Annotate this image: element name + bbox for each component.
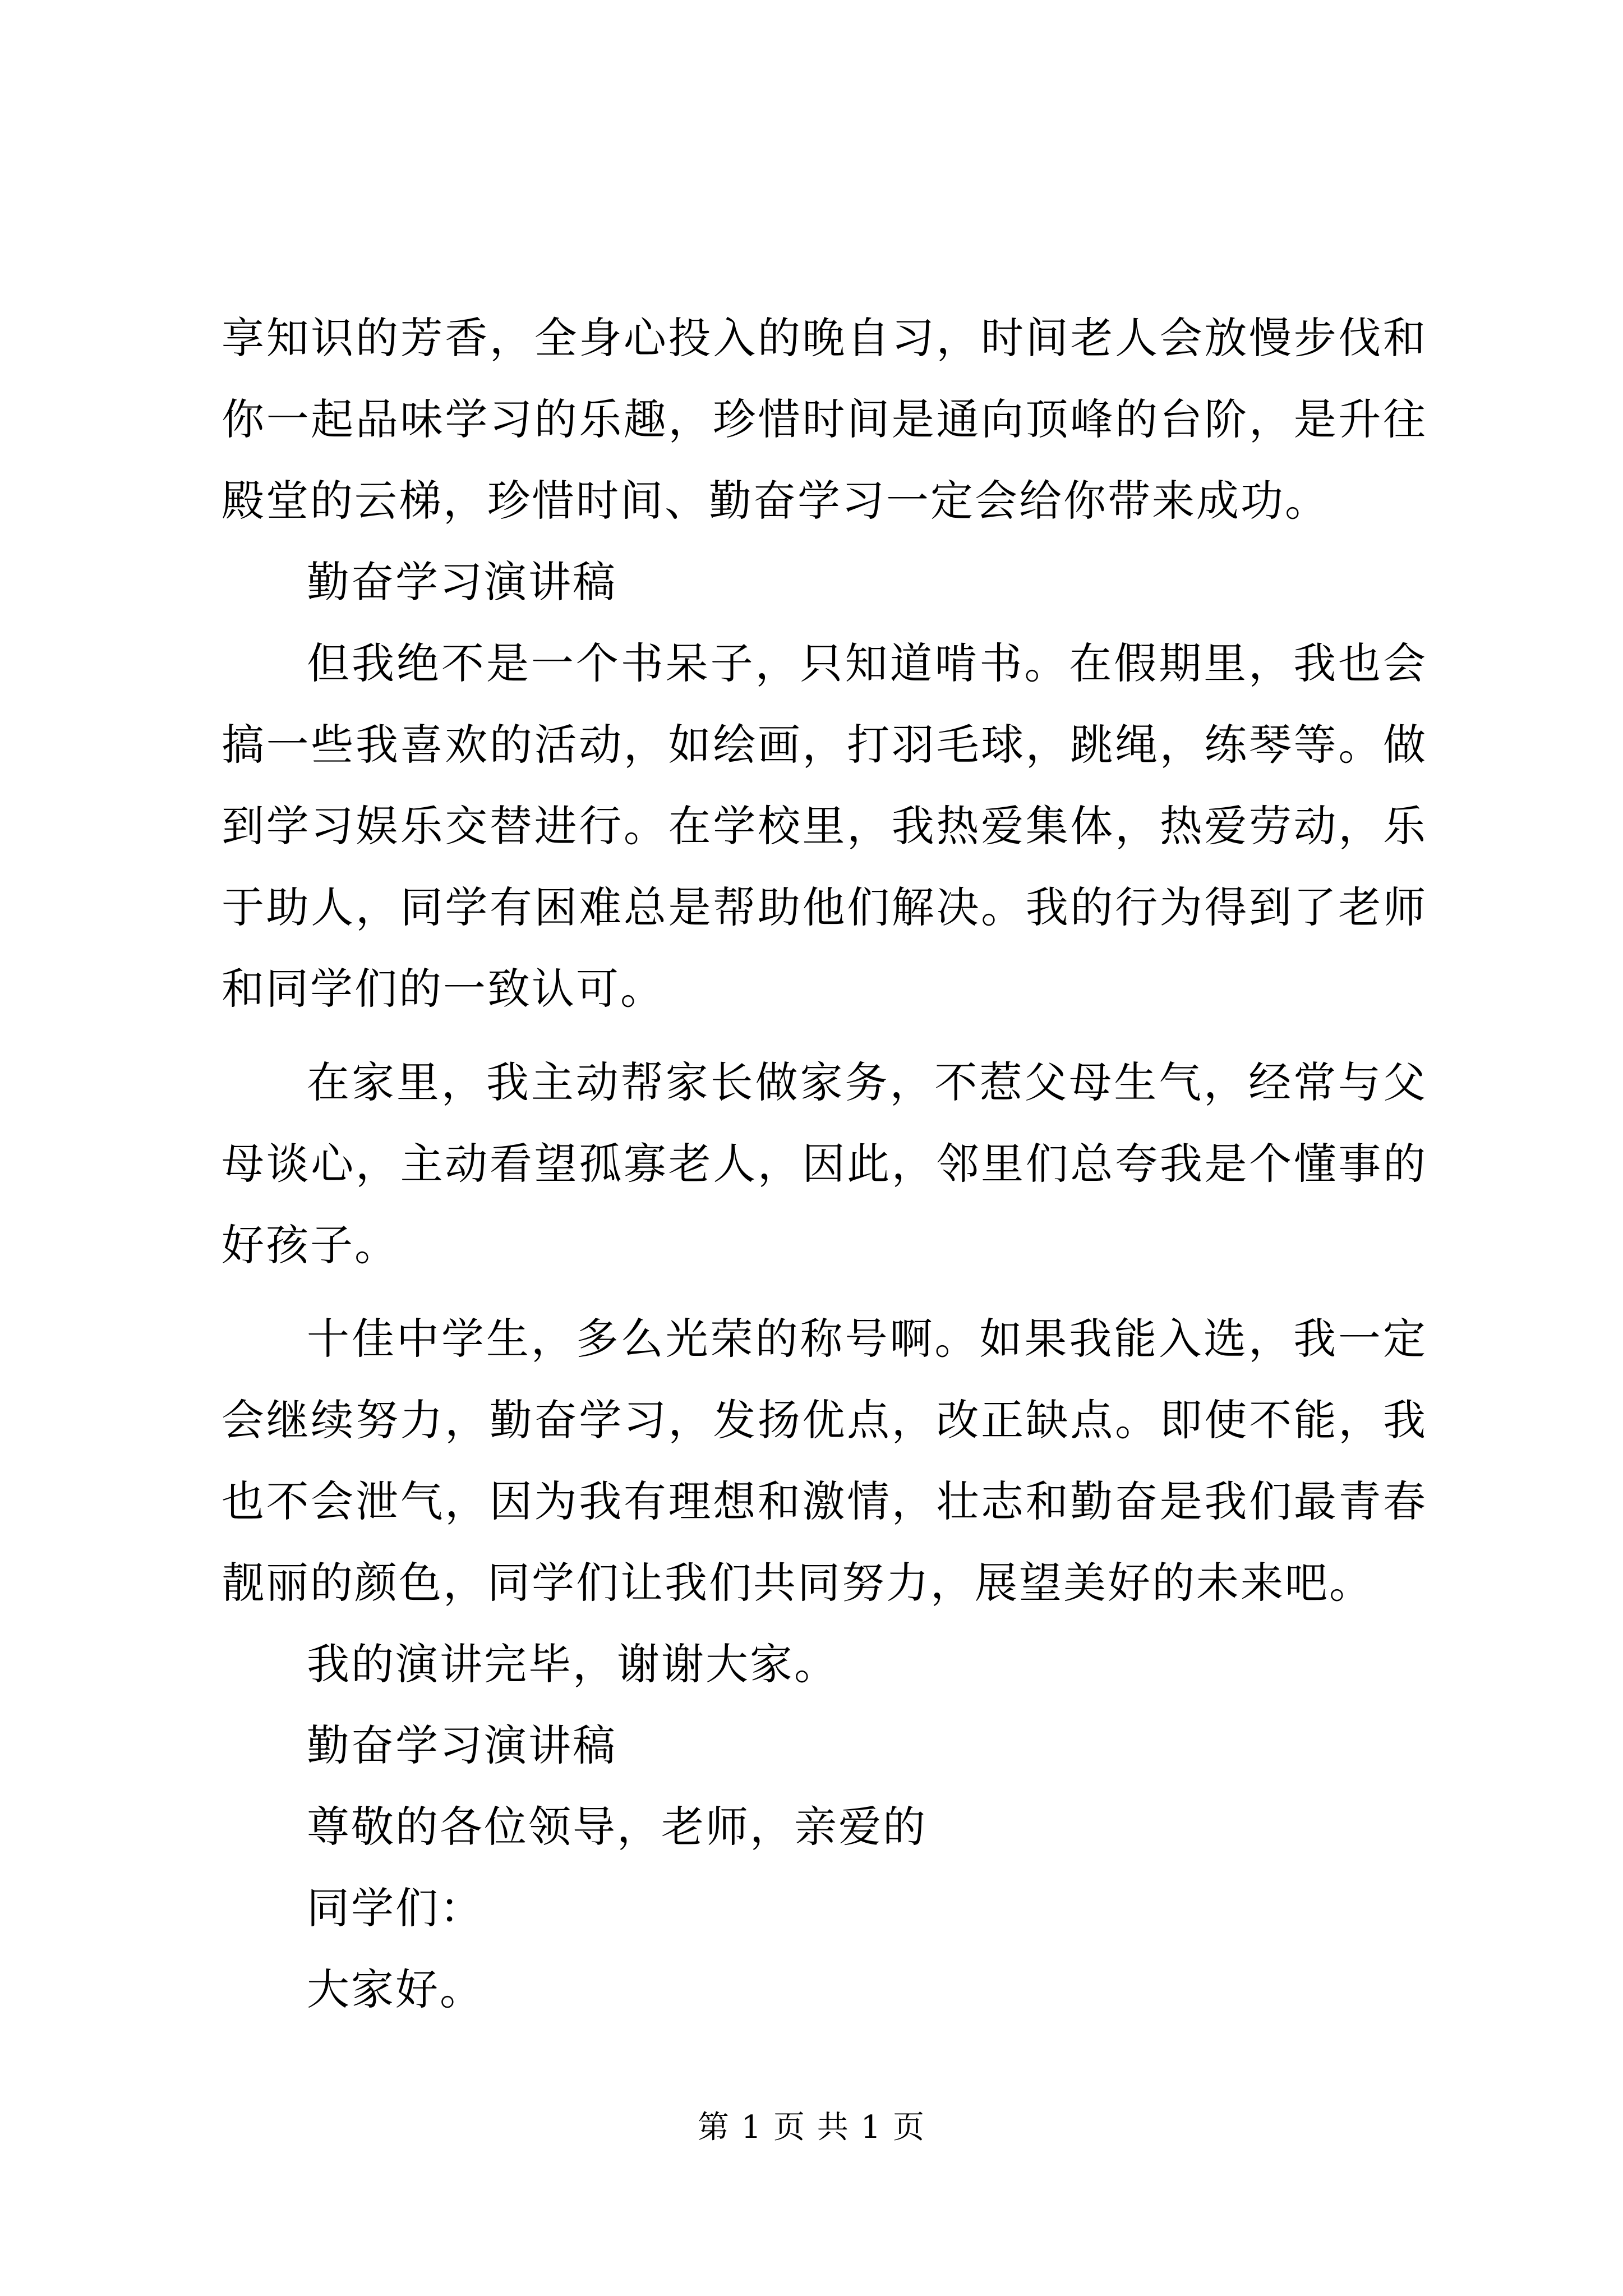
section-heading: 勤奋学习演讲稿 (307, 557, 617, 607)
paragraph-home: 在家里，我主动帮家长做家务，不惹父母生气，经常与父母谈心，主动看望孤寡老人，因此，邻里们总夸我是个懂事的好孩子。 (222, 1057, 1427, 1270)
greeting-line: 大家好。 (307, 1964, 484, 2014)
paragraph-closing: 我的演讲完毕，谢谢大家。 (307, 1639, 838, 1689)
salutation-students: 同学们： (307, 1883, 484, 1933)
salutation-line: 尊敬的各位领导，老师，亲爱的 (307, 1802, 927, 1852)
page-number-footer: 第 1 页 共 1 页 (697, 2109, 926, 2146)
section-heading-2: 勤奋学习演讲稿 (307, 1720, 617, 1770)
paragraph-hobbies: 但我绝不是一个书呆子，只知道啃书。在假期里，我也会搞一些我喜欢的活动，如绘画，打羽毛球，跳绳，练琴等。做到学习娱乐交替进行。在学校里，我热爱集体，热爱劳动，乐于助人，同学有困难总是帮助他们解决。我的行为得到了老师和同学们的一致认可。 (222, 638, 1427, 1014)
paragraph-top-ten: 十佳中学生，多么光荣的称号啊。如果我能入选，我一定会继续努力，勤奋学习，发扬优点，改正缺点。即使不能，我也不会泄气，因为我有理想和激情，壮志和勤奋是我们最青春靓丽的颜色，同学们让我们共同努力，展望美好的未来吧。 (222, 1314, 1427, 1608)
document-body (222, 297, 1427, 2030)
paragraph-continuation: 享知识的芳香，全身心投入的晚自习，时间老人会放慢步伐和你一起品味学习的乐趣，珍惜时间是通向顶峰的台阶，是升往殿堂的云梯，珍惜时间、勤奋学习一定会给你带来成功。 (222, 313, 1427, 526)
